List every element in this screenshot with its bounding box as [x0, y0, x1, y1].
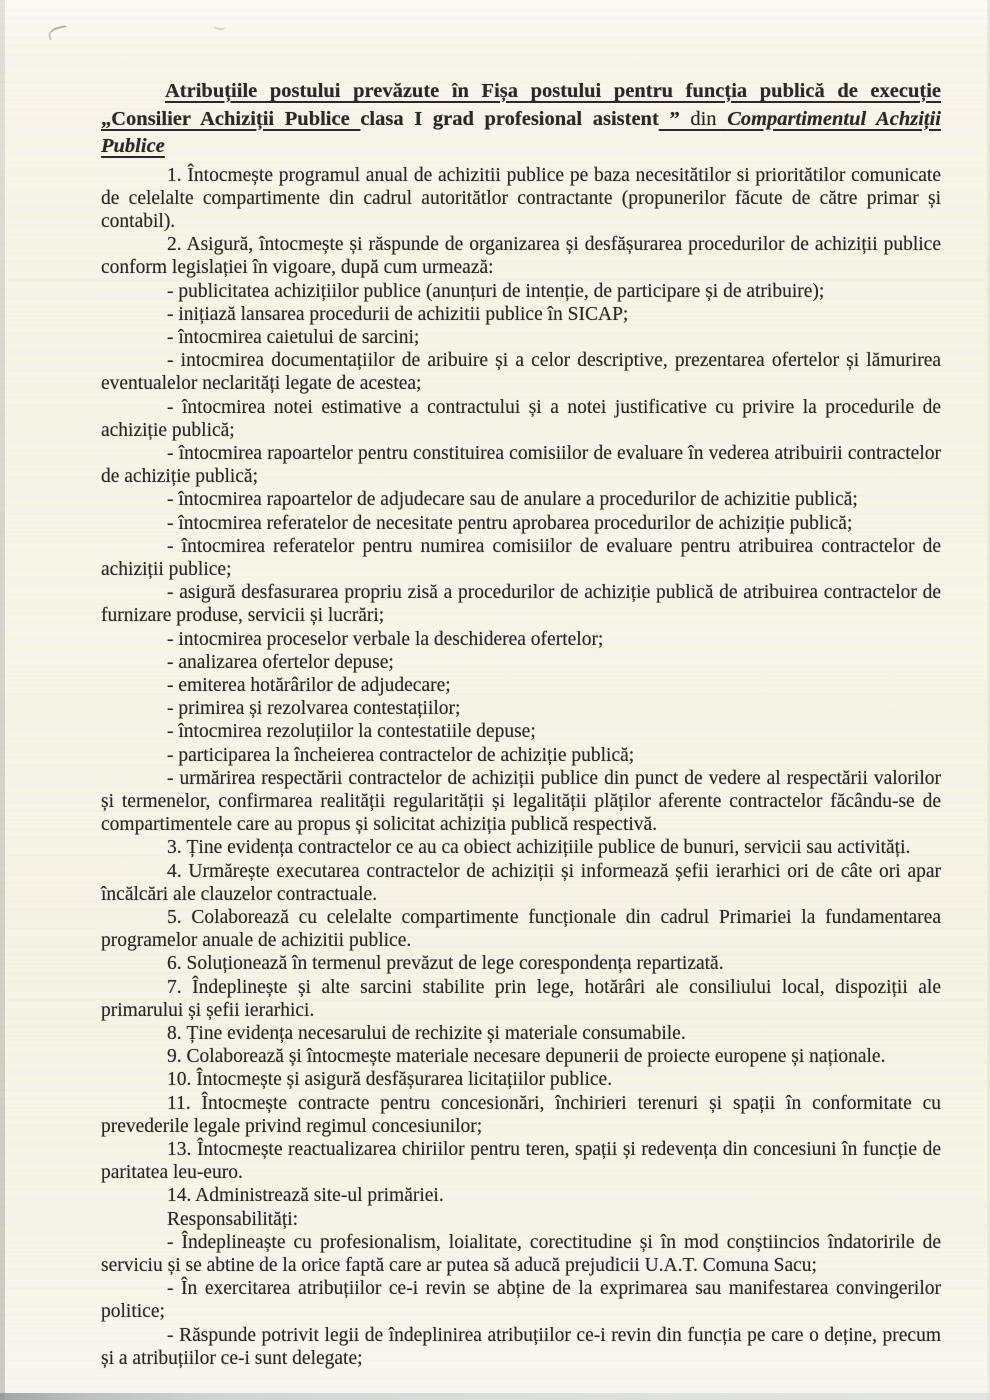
- document-paragraph: - publicitatea achizițiilor publice (anunțuri de intenție, de participare și de atribuire);: [167, 280, 825, 302]
- document-paragraph: 6. Soluționează în termenul prevăzut de lege corespondența repartizată.: [167, 953, 724, 975]
- document-paragraph: - emiterea hotărârilor de adjudecare;: [167, 674, 451, 696]
- document-paragraph: 11. Întocmește contracte pentru concesionări, închirieri terenuri și spații în conformitate cu prevederile legale privind regimul concesiunilor;: [101, 1092, 941, 1137]
- title-line-2: [101, 106, 941, 134]
- document-paragraph: 3. Ține evidența contractelor ce au ca obiect achizițiile publice de bunuri, servicii sau activități.: [167, 837, 911, 859]
- document-paragraph: - întocmirea caietului de sarcini;: [167, 326, 420, 348]
- document-paragraph: - întocmirea rapoartelor pentru constituirea comisiilor de evaluare în vederea atribuirii contractelor de achiziție publică;: [101, 442, 941, 488]
- document-paragraph: - Îndeplineaște cu profesionalism, loialitate, corectitudine și în mod conștiincios îndatoririle de serviciu și se abtine de la orice faptă care ar putea să aducă prejudicii U.A.T. Comuna Sacu;: [101, 1231, 941, 1277]
- document-paragraph: - întocmirea referatelor pentru numirea comisiilor de evaluare pentru atribuirea contractelor de achiziții publice;: [101, 535, 941, 580]
- document-paragraph: - intocmirea proceselor verbale la deschiderea ofertelor;: [167, 628, 604, 650]
- document-paragraph: 13. Întocmește reactualizarea chiriilor pentru teren, spații și redevența din concesiuni în funcție de paritatea leu-euro.: [101, 1139, 941, 1184]
- document-paragraph: 2. Asigură, întocmește și răspunde de organizarea și desfășurarea procedurilor de achiziții publice conform legislației în vigoare, după cum urmează:: [101, 234, 941, 279]
- title-department: Compartimentul Achziții: [727, 107, 941, 130]
- document-paragraph: - analizarea ofertelor depuse;: [167, 651, 394, 673]
- document-paragraph: 7. Îndeplinește și alte sarcini stabilite prin lege, hotărâri ale consiliului local, dispoziții ale primarului și șefii ierarhici.: [101, 976, 941, 1021]
- document-paragraph: Responsabilități:: [167, 1208, 299, 1230]
- document-paragraph: 4. Urmărește executarea contractelor de achiziții și informează șefii ierarhici ori de câte ori apar încălcări ale clauzelor contractuale.: [101, 860, 941, 905]
- document-paragraph: - primirea și rezolvarea contestațiilor;: [167, 698, 461, 720]
- document-paragraph: - întocmirea referatelor de necesitate pentru aprobarea procedurilor de achiziție publică;: [167, 512, 853, 534]
- document-paragraph: - asigură desfasurarea propriu zisă a procedurilor de achiziție publică de atribuirea contractelor de furnizare produse, servicii și lucrări;: [101, 582, 941, 627]
- document-paragraph: 5. Colaborează cu celelalte compartimente funcționale din cadrul Primariei la fundamentarea programelor anuale de achizitii publice.: [101, 907, 941, 952]
- document-paragraph: 8. Ține evidența necesarului de rechizite și materiale consumabile.: [167, 1023, 686, 1045]
- title-text-main: Atribuțiile postului prevăzute în Fișa postului pentru funcția publică de execuție: [165, 80, 941, 102]
- document-title: [101, 78, 941, 161]
- document-paragraph: - întocmirea rapoartelor de adjudecare sau de anulare a procedurilor de achizitie publică;: [167, 489, 858, 511]
- document-paragraph: 10. Întocmește și asigură desfășurarea licitațiilor publice.: [167, 1069, 613, 1091]
- document-paragraph: - urmărirea respectării contractelor de achiziții publice din punct de vedere al respectării valorilor și termenelor, confirmarea realității regularității și legalității plăților aferente contractelor făcându-se de compartimentele care au propus și solicitat achiziția publică respectivă.: [101, 767, 941, 836]
- scan-edge-bottom: [0, 1393, 990, 1400]
- document-paragraph: - Răspunde potrivit legii de îndeplinirea atribuțiilor ce-i revin din funcția pe care o deține, precum și a atribuțiilor ce-i sunt delegate;: [101, 1324, 941, 1369]
- title-closing-quote: ”: [658, 107, 691, 130]
- document-paragraph: - inițiază lansarea procedurii de achizitii publice în SICAP;: [167, 303, 629, 325]
- document-paragraph: - participarea la încheierea contractelor de achiziție publică;: [167, 744, 635, 766]
- document-paragraph: - întocmirea notei estimative a contractului și a notei justificative cu privire la procedurile de achiziție publică;: [101, 396, 941, 441]
- title-department-wrap: Publice: [101, 135, 165, 157]
- title-job-name: „Consilier Achiziții Publice: [101, 107, 361, 130]
- title-connector: din: [690, 107, 728, 130]
- title-line-1: [101, 78, 941, 106]
- title-job-grade: clasa I grad profesional asistent: [360, 107, 659, 130]
- document-paragraph: 9. Colaborează și întocmește materiale necesare depunerii de proiecte europene și naționale.: [167, 1046, 886, 1068]
- title-line-3: [101, 133, 941, 161]
- scan-artifact-mark: [214, 21, 227, 31]
- document-body: [101, 78, 941, 1370]
- scan-edge-left: [0, 0, 5, 1400]
- document-paragraph: - întocmirea rezoluțiilor la contestatiile depuse;: [167, 721, 536, 743]
- document-paragraph: - În exercitarea atribuțiilor ce-i revin se abține de la exprimarea sau manifestarea convingerilor politice;: [101, 1278, 941, 1323]
- scan-artifact-mark: [47, 25, 69, 41]
- document-paragraph: 14. Administrează site-ul primăriei.: [167, 1185, 444, 1207]
- document-paragraph: - intocmirea documentațiilor de aribuire și a celor descriptive, prezentarea ofertelor și lămurirea eventualelor neclarități legate de acestea;: [101, 350, 941, 395]
- document-paragraph: 1. Întocmește programul anual de achizitii publice pe baza necesitătilor si prioritătilor comunicate de celelalte compartimente din cadrul autoritătlor contractante (propunerilor făcute de către primar și contabil).: [101, 164, 941, 232]
